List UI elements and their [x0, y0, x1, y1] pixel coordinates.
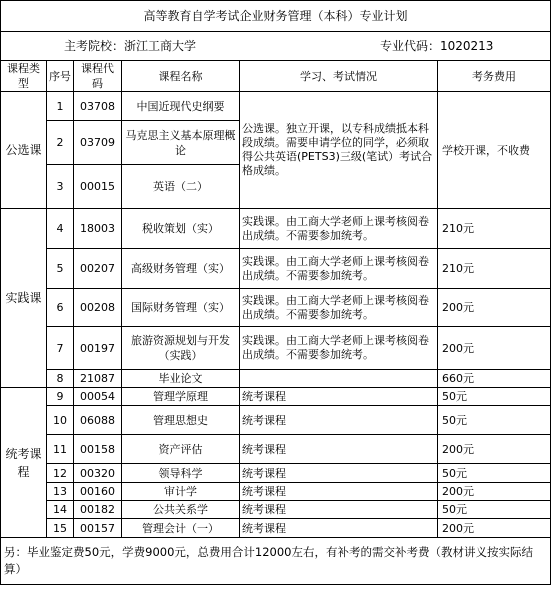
- row-seq: 13: [47, 483, 74, 501]
- table-row: [1, 483, 551, 501]
- table-row: [1, 370, 551, 388]
- row-fee: 50元: [438, 406, 551, 435]
- row-fee: 50元: [438, 464, 551, 483]
- header-course-type: 课程类型: [1, 61, 47, 92]
- row-fee: 200元: [438, 483, 551, 501]
- row-name: 公共关系学: [122, 501, 240, 519]
- row-code: 00160: [74, 483, 122, 501]
- table-row: [1, 388, 551, 406]
- school-info-row: [1, 32, 551, 61]
- row-study: [240, 370, 438, 388]
- row-seq: 3: [47, 165, 74, 209]
- table-row: [1, 92, 551, 121]
- row-name: 资产评估: [122, 435, 240, 464]
- row-code: 00015: [74, 165, 122, 209]
- row-fee: 210元: [438, 249, 551, 289]
- row-code: 03709: [74, 121, 122, 165]
- row-name: 英语（二）: [122, 165, 240, 209]
- table-row: [1, 249, 551, 289]
- row-seq: 10: [47, 406, 74, 435]
- row-study: 实践课。由工商大学老师上课考核阅卷出成绩。不需要参加统考。: [240, 249, 438, 289]
- row-fee: 200元: [438, 289, 551, 327]
- row-name: 领导科学: [122, 464, 240, 483]
- header-course-code: 课程代码: [74, 61, 122, 92]
- group-practice-label: 实践课: [1, 209, 47, 388]
- row-seq: 9: [47, 388, 74, 406]
- group-public-study: 公选课。独立开课，以专科成绩抵本科段成绩。需要申请学位的同学，必须取得公共英语(PETS3)三级(笔试）考试合格成绩。: [240, 92, 438, 209]
- row-code: 06088: [74, 406, 122, 435]
- group-public-fee: 学校开课，不收费: [438, 92, 551, 209]
- row-code: 00182: [74, 501, 122, 519]
- row-name: 中国近现代史纲要: [122, 92, 240, 121]
- row-code: 03708: [74, 92, 122, 121]
- row-name: 审计学: [122, 483, 240, 501]
- row-name: 管理学原理: [122, 388, 240, 406]
- page-title: 高等教育自学考试企业财务管理（本科）专业计划: [1, 1, 551, 32]
- row-code: 00207: [74, 249, 122, 289]
- table-row: [1, 289, 551, 327]
- table-row: [1, 519, 551, 538]
- header-seq: 序号: [47, 61, 74, 92]
- row-seq: 14: [47, 501, 74, 519]
- row-seq: 8: [47, 370, 74, 388]
- row-seq: 6: [47, 289, 74, 327]
- row-seq: 11: [47, 435, 74, 464]
- row-fee: 200元: [438, 435, 551, 464]
- school-label: 主考院校：浙江工商大学: [64, 38, 197, 53]
- row-name: 高级财务管理（实）: [122, 249, 240, 289]
- group-exam-label: 统考课程: [1, 388, 47, 538]
- row-code: 00158: [74, 435, 122, 464]
- row-code: 00157: [74, 519, 122, 538]
- row-seq: 12: [47, 464, 74, 483]
- row-code: 00054: [74, 388, 122, 406]
- row-study: 实践课。由工商大学老师上课考核阅卷出成绩。不需要参加统考。: [240, 327, 438, 370]
- row-name: 马克思主义基本原理概论: [122, 121, 240, 165]
- row-study: 统考课程: [240, 501, 438, 519]
- row-code: 21087: [74, 370, 122, 388]
- row-study: 统考课程: [240, 435, 438, 464]
- row-seq: 4: [47, 209, 74, 249]
- table-row: [1, 327, 551, 370]
- row-code: 00320: [74, 464, 122, 483]
- row-fee: 50元: [438, 501, 551, 519]
- major-code-label: 专业代码：1020213: [380, 38, 494, 53]
- row-code: 18003: [74, 209, 122, 249]
- row-fee: 200元: [438, 519, 551, 538]
- row-study: 统考课程: [240, 519, 438, 538]
- row-study: 实践课。由工商大学老师上课考核阅卷出成绩。不需要参加统考。: [240, 209, 438, 249]
- row-name: 国际财务管理（实）: [122, 289, 240, 327]
- header-fee: 考务费用: [438, 61, 551, 92]
- table-row: [1, 501, 551, 519]
- row-name: 毕业论文: [122, 370, 240, 388]
- row-fee: 660元: [438, 370, 551, 388]
- header-study-exam: 学习、考试情况: [240, 61, 438, 92]
- row-name: 管理思想史: [122, 406, 240, 435]
- header-course-name: 课程名称: [122, 61, 240, 92]
- row-code: 00208: [74, 289, 122, 327]
- table-row: [1, 406, 551, 435]
- row-code: 00197: [74, 327, 122, 370]
- row-name: 旅游资源规划与开发（实践）: [122, 327, 240, 370]
- group-public-label: 公选课: [1, 92, 47, 209]
- row-name: 税收策划（实）: [122, 209, 240, 249]
- row-study: 统考课程: [240, 388, 438, 406]
- table-row: [1, 435, 551, 464]
- row-study: 实践课。由工商大学老师上课考核阅卷出成绩。不需要参加统考。: [240, 289, 438, 327]
- table-header-row: [1, 61, 551, 92]
- row-seq: 7: [47, 327, 74, 370]
- row-fee: 50元: [438, 388, 551, 406]
- row-seq: 1: [47, 92, 74, 121]
- row-fee: 210元: [438, 209, 551, 249]
- row-fee: 200元: [438, 327, 551, 370]
- row-study: 统考课程: [240, 483, 438, 501]
- row-seq: 2: [47, 121, 74, 165]
- footnote: 另：毕业鉴定费50元，学费9000元，总费用合计12000左右，有补考的需交补考费（教材讲义按实际结算）: [1, 538, 551, 585]
- row-seq: 5: [47, 249, 74, 289]
- row-study: 统考课程: [240, 464, 438, 483]
- row-seq: 15: [47, 519, 74, 538]
- table-row: [1, 209, 551, 249]
- row-name: 管理会计（一）: [122, 519, 240, 538]
- row-study: 统考课程: [240, 406, 438, 435]
- table-row: [1, 464, 551, 483]
